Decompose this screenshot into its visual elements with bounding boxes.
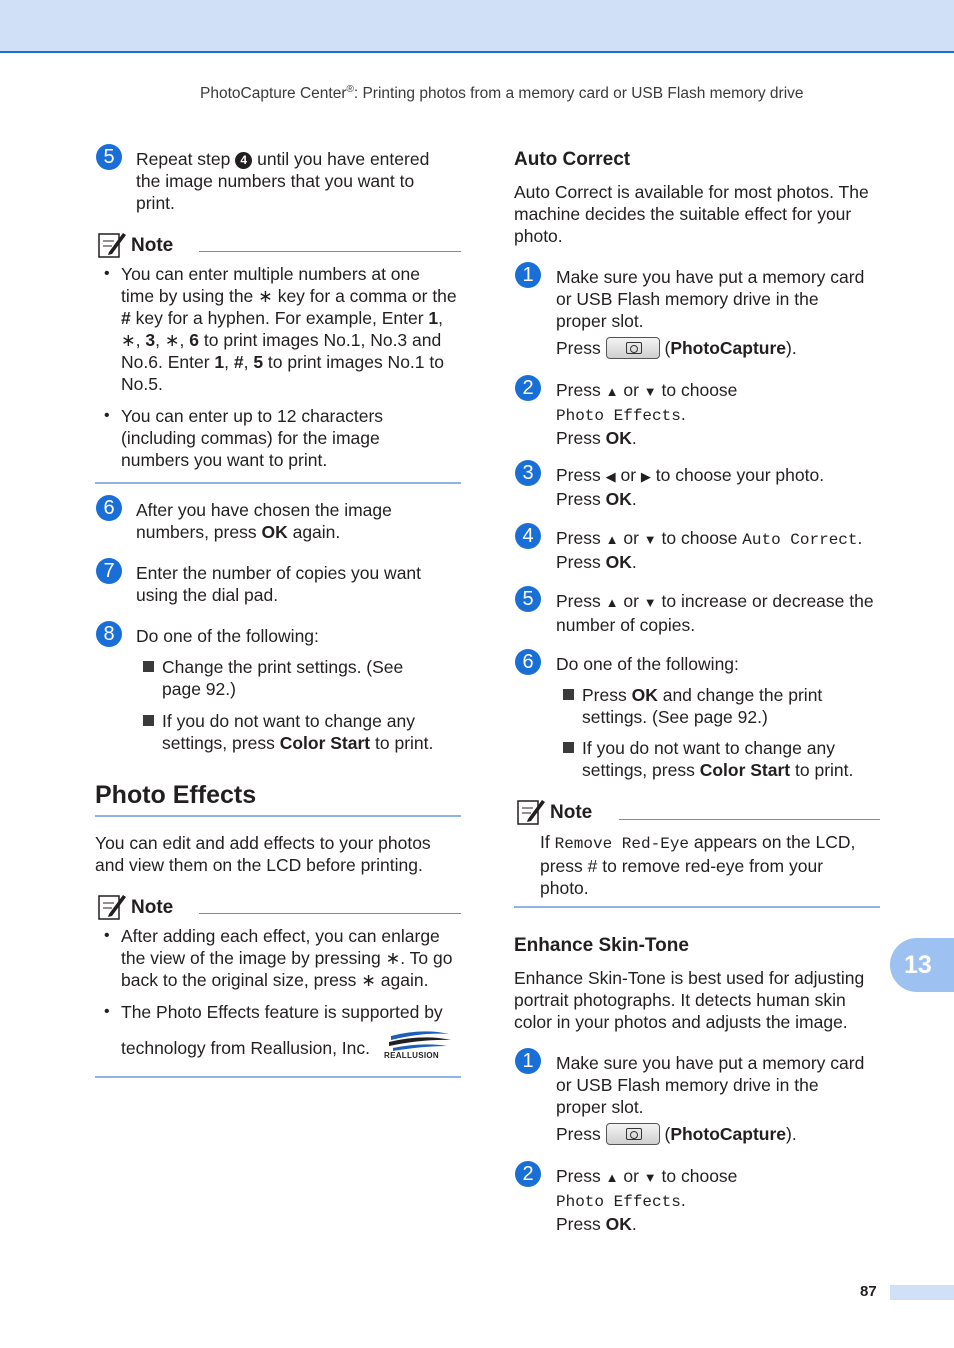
left-arrow-icon: ◀ <box>605 469 616 484</box>
step-number-badge: 2 <box>515 1161 541 1187</box>
note-2-bullet-1: After adding each effect, you can enlarge the view of the image by pressing ∗. To go back to the original size, press ∗ again. <box>121 926 453 990</box>
page-number-bar <box>890 1285 954 1300</box>
note-top-line <box>199 913 461 914</box>
note-label: Note <box>131 235 174 256</box>
note-pencil-icon <box>97 892 127 922</box>
logo-wordmark: REALLUSION <box>384 1051 439 1060</box>
step-6-option-1: Press OK and change the print settings. (See page 92.) <box>582 685 823 727</box>
camera-icon <box>626 1128 642 1140</box>
auto-correct-intro: Auto Correct is available for most photos. The machine decides the suitable effect for your photo. <box>514 182 869 246</box>
note-1-bullet-2: You can enter up to 12 characters (including commas) for the image numbers you want to print. <box>121 406 384 470</box>
note-bottom-rule <box>514 906 880 908</box>
step-number-badge: 1 <box>515 1048 541 1074</box>
step-number-badge: 4 <box>515 523 541 549</box>
down-arrow-icon: ▼ <box>643 1170 657 1185</box>
red-eye-note-text: If Remove Red-Eye appears on the LCD, press # to remove red-eye from your photo. <box>540 832 856 898</box>
subsection-title: Auto Correct <box>514 149 631 170</box>
photocapture-button-icon <box>606 337 660 359</box>
bullet-dot: • <box>104 265 110 282</box>
skin-tone-step-2: Press ▲ or ▼ to choose Photo Effects. Press OK. <box>556 1166 738 1234</box>
up-arrow-icon: ▲ <box>605 1170 619 1185</box>
auto-correct-step-4: Press ▲ or ▼ to choose Auto Correct. Press OK. <box>556 528 863 572</box>
step-number-badge: 5 <box>515 586 541 612</box>
up-arrow-icon: ▲ <box>605 532 619 547</box>
down-arrow-icon: ▼ <box>643 595 657 610</box>
note-label: Note <box>131 897 174 918</box>
step-7-text: Enter the number of copies you want using the dial pad. <box>136 563 422 605</box>
bullet-dot: • <box>104 407 110 424</box>
section-intro: You can edit and add effects to your photos and view them on the LCD before printing. <box>95 833 431 875</box>
step-number-badge: 5 <box>96 144 122 170</box>
auto-correct-step-3: Press ◀ or ▶ to choose your photo. Press OK. <box>556 465 825 509</box>
note-bottom-rule <box>95 1076 461 1078</box>
note-label: Note <box>550 802 593 823</box>
auto-correct-step-6: Do one of the following: <box>556 654 739 674</box>
right-arrow-icon: ▶ <box>640 469 651 484</box>
up-arrow-icon: ▲ <box>605 384 619 399</box>
camera-icon <box>626 342 642 354</box>
bullet-square <box>563 689 574 700</box>
note-bottom-rule <box>95 482 461 484</box>
auto-correct-step-2: Press ▲ or ▼ to choose Photo Effects. Press OK. <box>556 380 738 448</box>
chapter-tab: 13 <box>890 938 954 992</box>
note-header <box>97 892 462 920</box>
note-top-line <box>199 251 461 252</box>
top-header-band <box>0 0 954 53</box>
running-head: PhotoCapture Center®: Printing photos from a memory card or USB Flash memory drive <box>200 84 804 103</box>
step-8-text: Do one of the following: <box>136 626 319 646</box>
photocapture-button-icon <box>606 1123 660 1145</box>
step-number-badge: 6 <box>515 649 541 675</box>
down-arrow-icon: ▼ <box>643 532 657 547</box>
page-number: 87 <box>860 1283 877 1300</box>
step-number-badge: 3 <box>515 460 541 486</box>
reallusion-swoosh-icon <box>383 1030 461 1052</box>
section-rule <box>95 815 461 817</box>
note-2-bullet-2: The Photo Effects feature is supported by technology from Reallusion, Inc. <box>121 1002 443 1058</box>
skin-tone-step-1: Make sure you have put a memory card or USB Flash memory drive in the proper slot. Press (PhotoCapture). <box>556 1053 865 1144</box>
step-6-option-2: If you do not want to change any settings, press Color Start to print. <box>582 738 854 780</box>
step-number-badge: 2 <box>515 375 541 401</box>
bullet-dot: • <box>104 927 110 944</box>
bullet-square <box>143 715 154 726</box>
bullet-square <box>143 661 154 672</box>
reallusion-logo <box>383 1030 461 1064</box>
auto-correct-step-5: Press ▲ or ▼ to increase or decrease the number of copies. <box>556 591 874 635</box>
step-8-option-2: If you do not want to change any settings, press Color Start to print. <box>162 711 434 753</box>
step-number-badge: 7 <box>96 558 122 584</box>
note-pencil-icon <box>97 230 127 260</box>
step-6-text: After you have chosen the image numbers, press OK again. <box>136 500 392 542</box>
note-pencil-icon <box>516 797 546 827</box>
step-8-option-1: Change the print settings. (See page 92.) <box>162 657 404 699</box>
bullet-square <box>563 742 574 753</box>
skin-tone-intro: Enhance Skin-Tone is best used for adjusting portrait photographs. It detects human skin color in your photos and adjusts the image. <box>514 968 865 1032</box>
subsection-title: Enhance Skin-Tone <box>514 935 689 956</box>
step-5-text: Repeat step 4 until you have entered the image numbers that you want to print. <box>136 149 430 213</box>
step-number-badge: 8 <box>96 621 122 647</box>
step-number-badge: 1 <box>515 262 541 288</box>
up-arrow-icon: ▲ <box>605 595 619 610</box>
step-ref-badge: 4 <box>235 152 252 169</box>
bullet-dot: • <box>104 1003 110 1020</box>
step-number-badge: 6 <box>96 495 122 521</box>
auto-correct-step-1: Make sure you have put a memory card or USB Flash memory drive in the proper slot. Press (PhotoCapture). <box>556 267 865 358</box>
note-top-line <box>619 819 880 820</box>
note-header <box>97 230 462 258</box>
down-arrow-icon: ▼ <box>643 384 657 399</box>
note-header <box>516 797 881 825</box>
section-title: Photo Effects <box>95 781 257 809</box>
note-1-bullet-1: You can enter multiple numbers at one time by using the ∗ key for a comma or the # key for a hyphen. For example, Enter 1, ∗, 3, ∗, 6 to print images No.1, No.3 and No.6. Enter 1, #, 5 to print images No.1 to No.5. <box>121 264 457 394</box>
